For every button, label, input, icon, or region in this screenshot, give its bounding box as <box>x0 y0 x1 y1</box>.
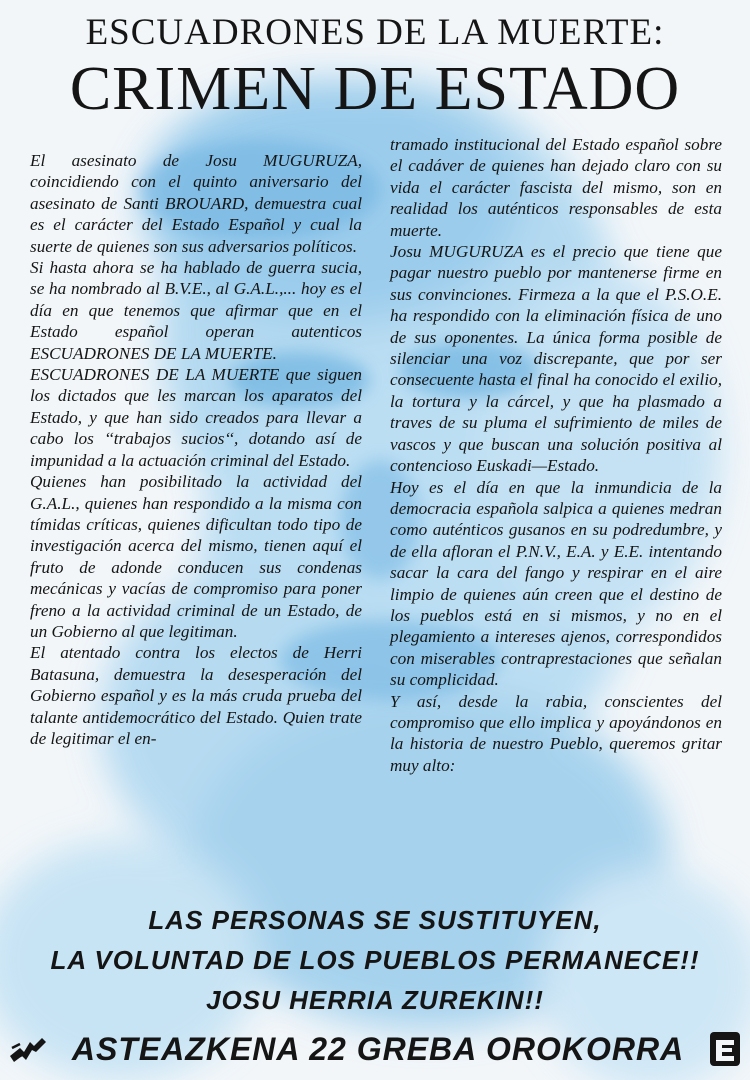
slogan-line: LA VOLUNTAD DE LOS PUEBLOS PERMANECE!! <box>50 945 700 975</box>
slogan-line: LAS PERSONAS SE SUSTITUYEN, <box>148 905 602 935</box>
paragraph: Y así, desde la rabia, conscientes del compromiso que ello implica y apoyándonos en la historia de nuestro Pueblo, queremos gritar muy alto: <box>390 691 722 775</box>
paragraph: El asesinato de Josu MUGURUZA, coincidiendo con el quinto aniversario del asesinato de Santi BROUARD, demuestra cual es el carácter del Estado Español y cual la suerte de quienes son sus adversarios políticos. <box>30 151 362 256</box>
slogan-line: JOSU HERRIA ZUREKIN!! <box>206 985 544 1015</box>
footer <box>8 1022 742 1076</box>
hands-logo-icon <box>8 1034 48 1064</box>
paragraph: Hoy es el día en que la inmundicia de la democracia española salpica a quienes medran como auténticos gusanos en su podredumbre, y de ella afloran el P.N.V., E.A. y E.E. intentando sacar la cara del fango y respirar en el aire limpio de quienes aún creen que el destino de los pueblos está en si mismos, y no en el plegamiento a intereses ajenos, correspondidos con miserables contraprestaciones que señalan su complicidad. <box>390 477 722 690</box>
header-kicker: ESCUADRONES DE LA MUERTE: <box>85 12 665 53</box>
paragraph: tramado institucional del Estado español sobre el cadáver de quienes han dejado claro con su vida el carácter fascista del mismo, son en realidad los auténticos responsables de esta muerte. <box>390 135 722 240</box>
paragraph: ESCUADRONES DE LA MUERTE que siguen los dictados que les marcan los aparatos del Estado, y que han sido creados para llevar a cabo los ‘‘trabajos sucios‘‘, dotando así de impunidad a la actuación criminal del Estado. <box>30 365 362 470</box>
paragraph: Quienes han posibilitado la actividad del G.A.L., quienes han respondido a la misma con tímidas críticas, quienes dificultan todo tipo de investigación acerca del mismo, tienen aquí el fruto de adonde conducen sus condenas mecánicas y vacías de compromiso para poner freno a la actividad criminal de un Estado, de un Gobierno al que legitiman. <box>30 472 362 641</box>
slogans <box>0 900 750 1020</box>
strike-call: ASTEAZKENA 22 GREBA OROKORRA <box>71 1030 685 1067</box>
article-body <box>30 135 722 892</box>
left-column <box>30 150 362 892</box>
paragraph: Josu MUGURUZA es el precio que tiene que pagar nuestro pueblo por mantenerse firme en sus convinciones. Firmeza a la que el P.S.O.E. ha respondido con la eliminación física de uno de sus oponentes. La única forma posible de silenciar una voz discrepante, que por ser consecuente hasta el final ha conocido el exilio, la tortura y la cárcel, y que ha plasmado a traves de su pluma el sufrimiento de miles de vascos y que buscan una solución positiva al contencioso Euskadi—Estado. <box>390 242 722 476</box>
right-column <box>390 134 722 892</box>
paragraph: Si hasta ahora se ha hablado de guerra sucia, se ha nombrado al B.V.E., al G.A.L.,... hoy es el día en que tenemos que afirmar que en el Estado español operan autenticos ESCUADRONES DE LA MUERTE. <box>30 258 362 363</box>
page-title: CRIMEN DE ESTADO <box>69 55 681 123</box>
union-logo-icon <box>708 1030 742 1068</box>
paragraph: El atentado contra los electos de Herri Batasuna, demuestra la desesperación del Gobierno español y es la más cruda prueba del talante antidemocrático del Estado. Quien trate de legitimar el en- <box>30 643 362 748</box>
